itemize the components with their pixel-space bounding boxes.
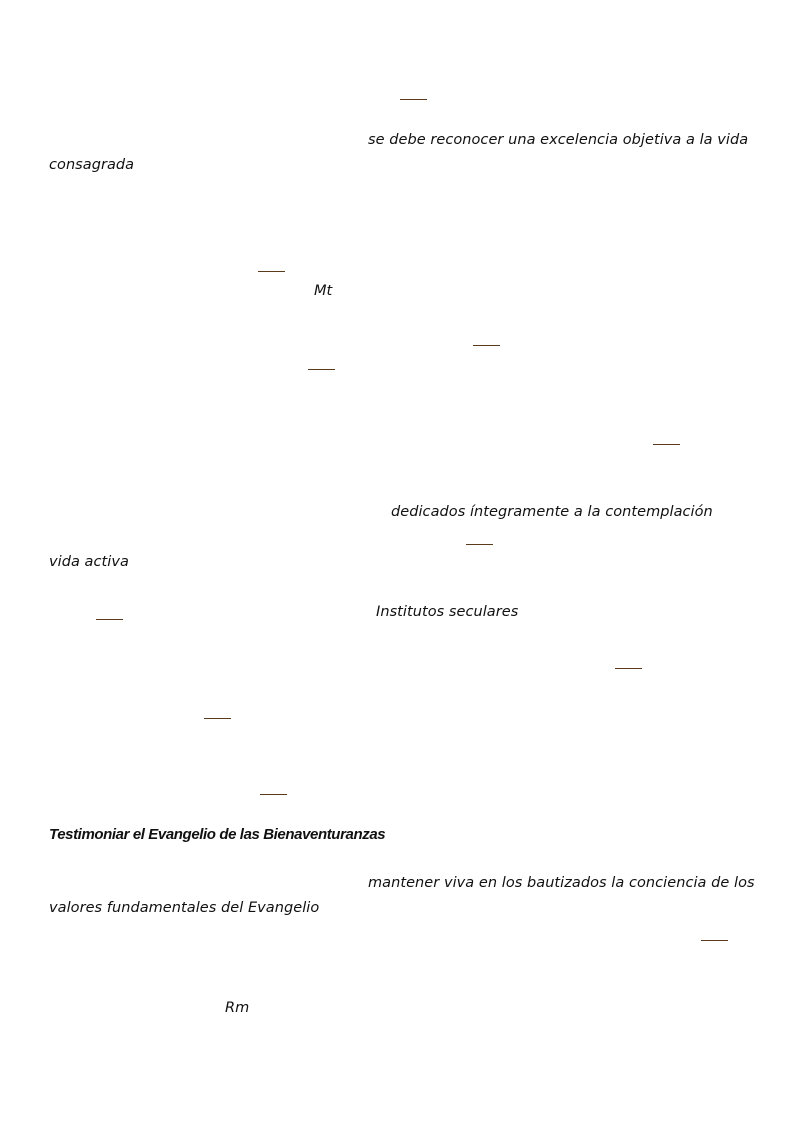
footnote-link-mark[interactable] xyxy=(466,544,493,545)
italic-fragment: mantener viva en los bautizados la conciencia de los xyxy=(368,875,755,891)
footnote-link-mark[interactable] xyxy=(204,718,231,719)
footnote-link-mark[interactable] xyxy=(615,668,642,669)
footnote-link-mark[interactable] xyxy=(258,271,285,272)
footnote-link-mark[interactable] xyxy=(400,99,427,100)
section-heading: Testimoniar el Evangelio de las Bienaventuranzas xyxy=(49,826,386,843)
footnote-link-mark[interactable] xyxy=(473,345,500,346)
italic-fragment: Rm xyxy=(225,1000,250,1016)
italic-fragment: consagrada xyxy=(49,157,135,173)
italic-fragment: dedicados íntegramente a la contemplación xyxy=(391,504,713,520)
italic-fragment: valores fundamentales del Evangelio xyxy=(49,900,320,916)
footnote-link-mark[interactable] xyxy=(308,369,335,370)
footnote-link-mark[interactable] xyxy=(260,794,287,795)
footnote-link-mark[interactable] xyxy=(701,940,728,941)
italic-fragment: se debe reconocer una excelencia objetiva a la vida xyxy=(368,132,749,148)
italic-fragment: Mt xyxy=(314,283,333,299)
footnote-link-mark[interactable] xyxy=(96,619,123,620)
italic-fragment: vida activa xyxy=(49,554,129,570)
footnote-link-mark[interactable] xyxy=(653,444,680,445)
italic-fragment: Institutos seculares xyxy=(376,604,519,620)
